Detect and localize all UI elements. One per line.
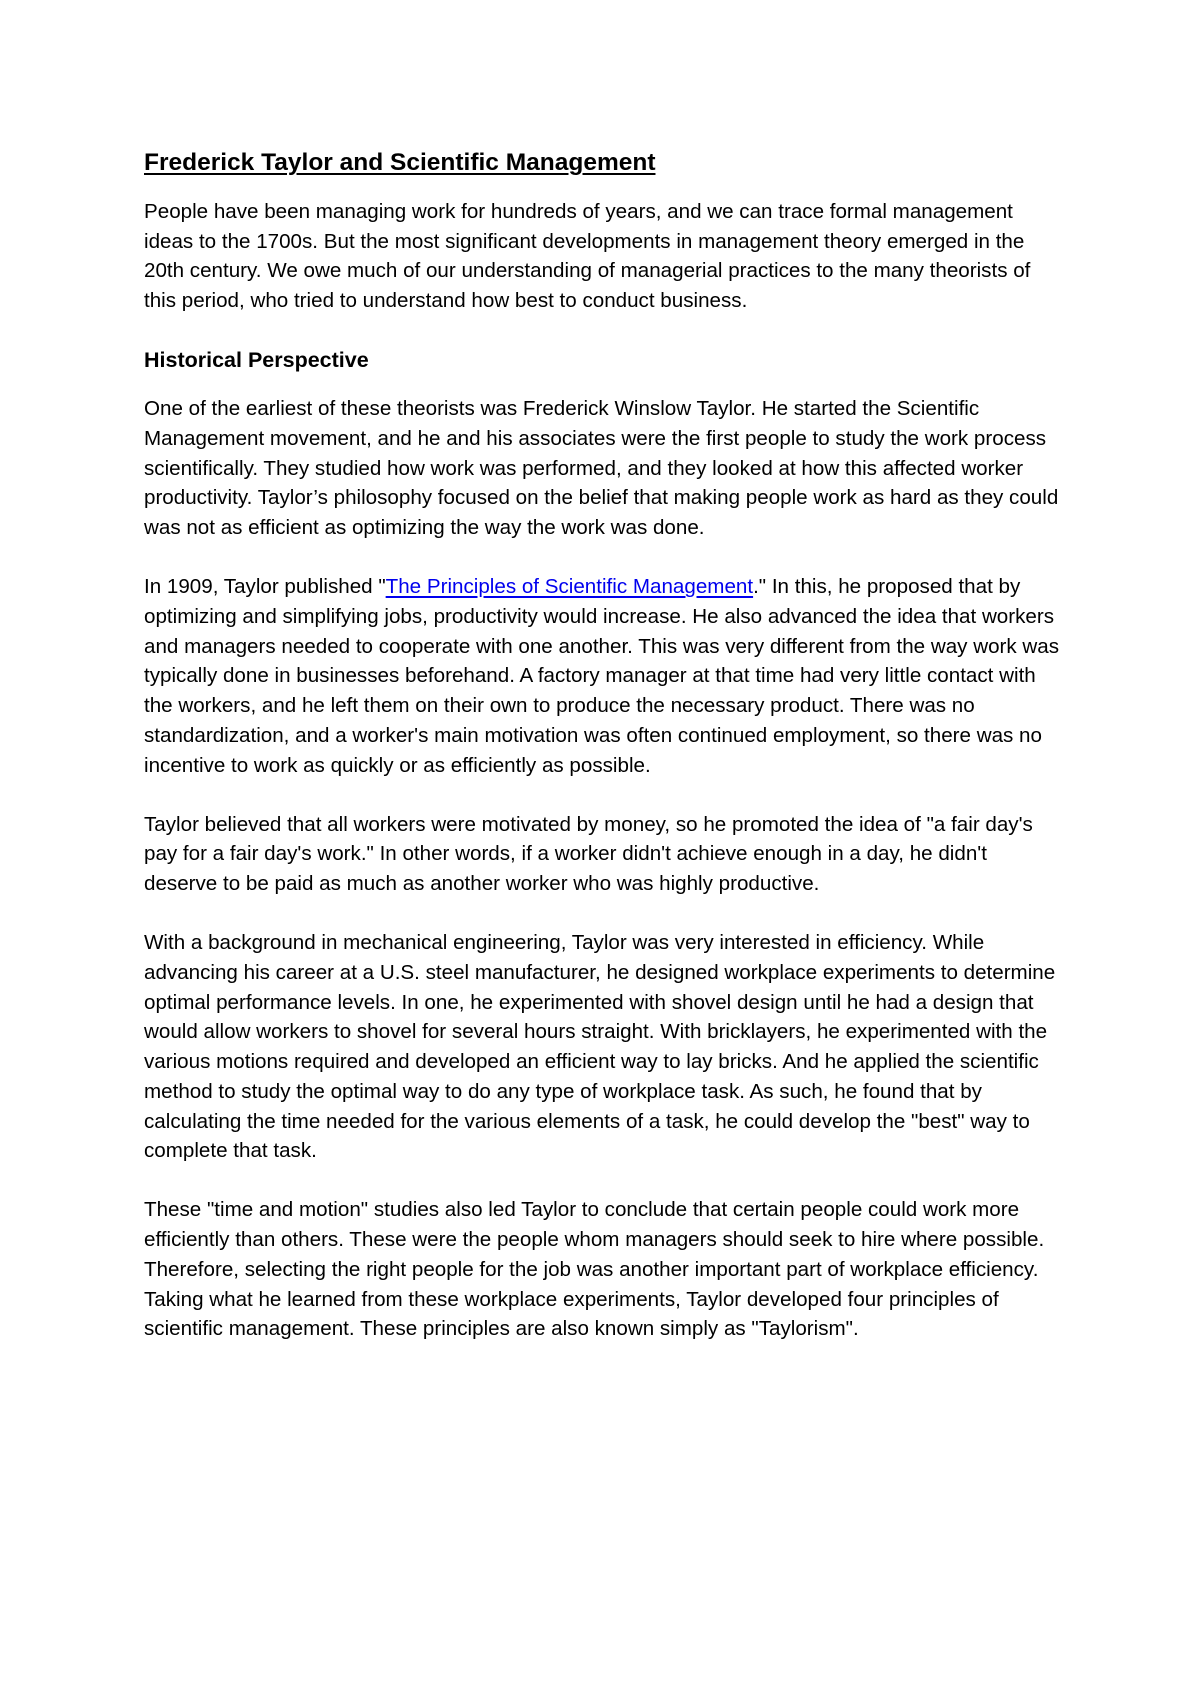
paragraph-taylor-theorist: One of the earliest of these theorists was Frederick Winslow Taylor. He started the Scientific Management movement, and he and his associates were the first people to study the work process scientifically. They studied how work was performed, and they looked at how this affected worker productivity. Taylor’s philosophy focused on the belief that making people work as hard as they could was not as efficient as optimizing the way the work was done. (144, 397, 1059, 540)
principles-book-link[interactable]: The Principles of Scientific Management (385, 575, 754, 599)
paragraph-text-before-link: In 1909, Taylor published " (144, 575, 386, 599)
intro-paragraph: People have been managing work for hundreds of years, and we can trace formal management ideas to the 1700s. But the most significant developments in management theory emerged in the 20th century. We owe much of our understanding of managerial practices to the many theorists of this period, who tried to understand how best to conduct business. (144, 200, 1031, 313)
paragraph-efficiency-experiments: With a background in mechanical engineering, Taylor was very interested in efficiency. While advancing his career at a U.S. steel manufacturer, he designed workplace experiments to determine optimal performance levels. In one, he experimented with shovel design until he had a design that would allow workers to shovel for several hours straight. With bricklayers, he experimented with the various motions required and developed an efficient way to lay bricks. And he applied the scientific method to study the optimal way to do any type of workplace task. As such, he found that by calculating the time needed for the various elements of a task, he could develop the "best" way to complete that task. (144, 931, 1056, 1163)
paragraph-fair-pay: Taylor believed that all workers were motivated by money, so he promoted the idea of "a fair day's pay for a fair day's work." In other words, if a worker didn't achieve enough in a day, he didn't deserve to be paid as much as another worker who was highly productive. (144, 812, 1033, 896)
section-heading: Historical Perspective (144, 348, 369, 373)
document-body (144, 148, 1062, 1374)
document-title: Frederick Taylor and Scientific Management (144, 149, 656, 176)
paragraph-text-after-link: ." In this, he proposed that by optimizing and simplifying jobs, productivity would increase. He also advanced the idea that workers and managers needed to cooperate with one another. This was very different from the way work was typically done in businesses beforehand. A factory manager at that time had very little contact with the workers, and he left them on their own to produce the necessary product. There was no standardization, and a worker's main motivation was often continued employment, so there was no incentive to work as quickly or as efficiently as possible. (144, 575, 1060, 777)
paragraph-principles-publication (144, 572, 1062, 780)
paragraph-time-motion-studies: These "time and motion" studies also led Taylor to conclude that certain people could work more efficiently than others. These were the people whom managers should seek to hire where possible. Therefore, selecting the right people for the job was another important part of workplace efficiency. Taking what he learned from these workplace experiments, Taylor developed four principles of scientific management. These principles are also known simply as "Taylorism". (144, 1198, 1045, 1341)
